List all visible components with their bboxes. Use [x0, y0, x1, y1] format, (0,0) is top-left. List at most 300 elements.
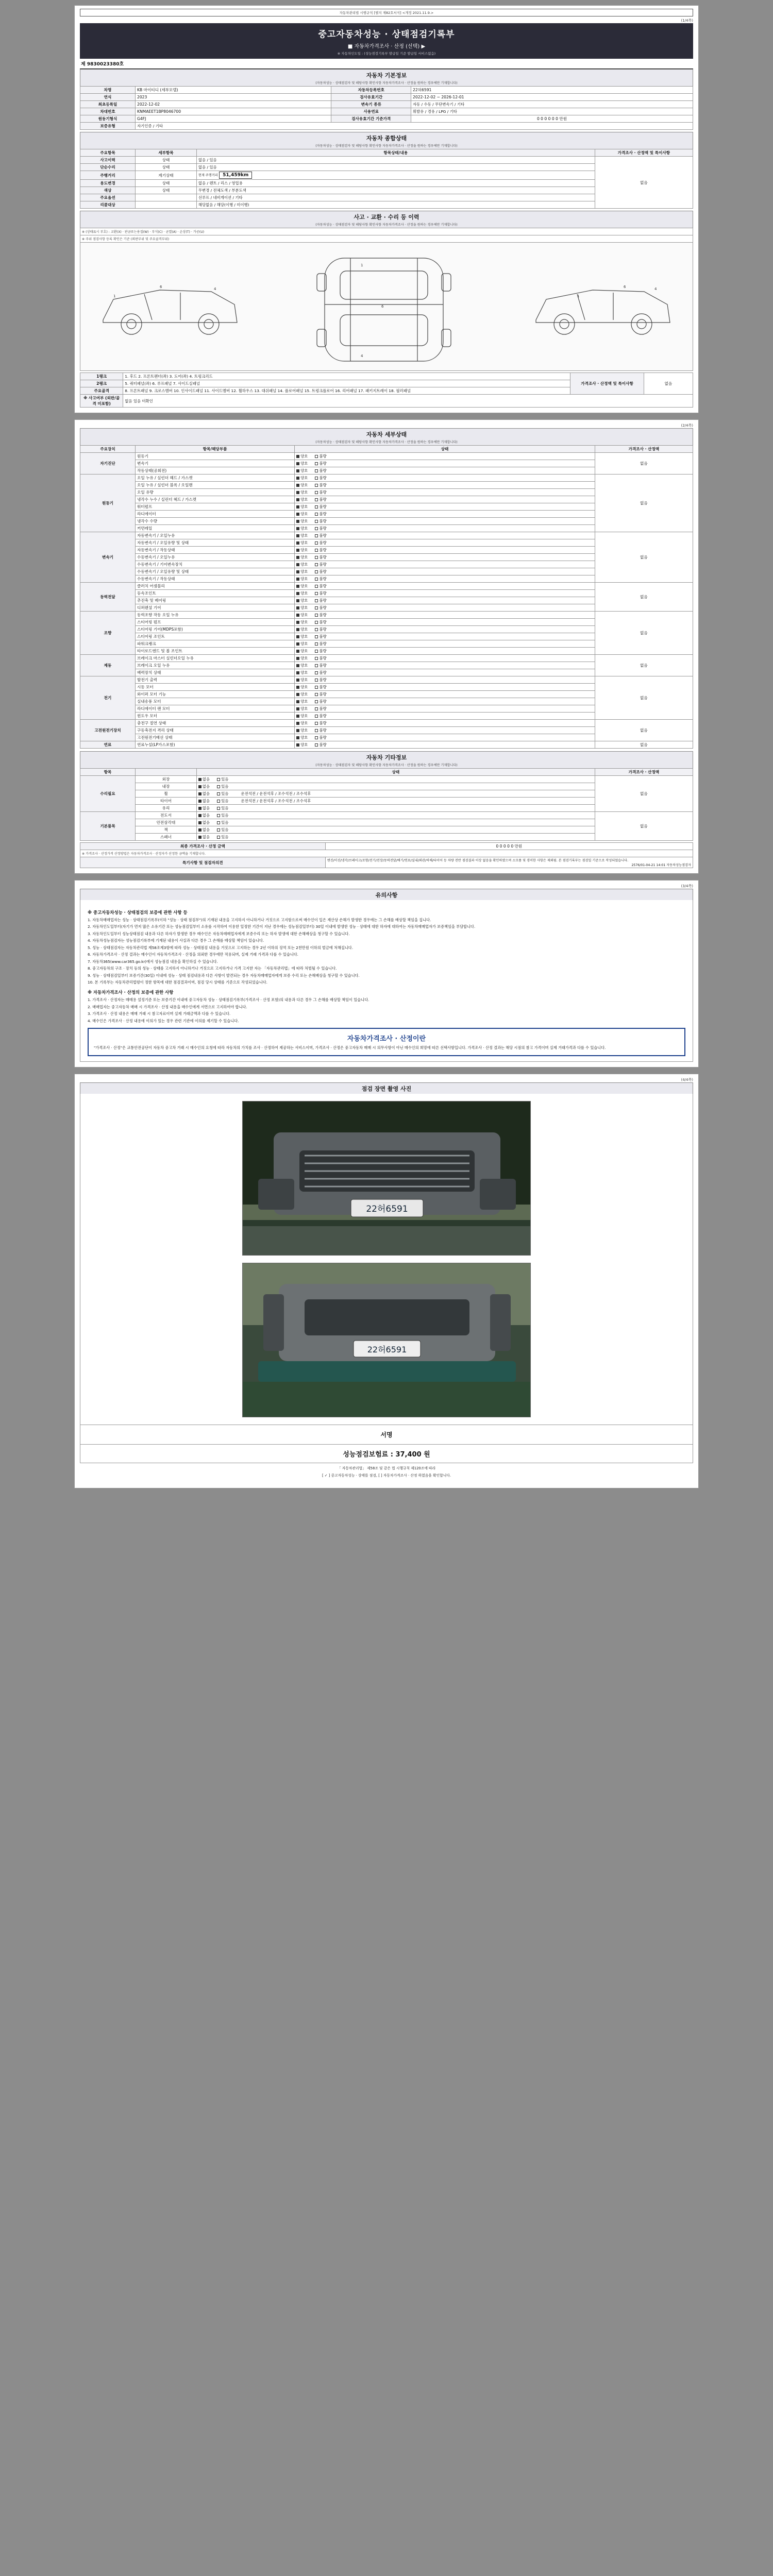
checkbox-option[interactable]: 양호 [296, 685, 308, 689]
detail-item-label: 워터펌프 [136, 503, 295, 511]
detail-status-options[interactable] [295, 482, 595, 489]
notice-item: 9. 성능 · 상태점검일부터 보증기간(30일) 이내에 성능 · 상태 점검내용과 다른 사항이 발견되는 경우 자동차매매업자에게 보증 수리 또는 손해배상을 청구할 수 있습니다. [88, 973, 360, 978]
table-row [80, 857, 693, 868]
photo-front-underbody-svg [243, 1101, 531, 1256]
accident-legend-2: ※ 주위 점검사항 등록 확인은 기준 (외판부위 및 주요골격부위) [80, 235, 693, 242]
detail-item-label: 자동변속기 / 오일유량 및 상태 [136, 539, 295, 547]
checkbox-option[interactable]: 양호 [296, 692, 308, 697]
checkbox-option[interactable]: 양호 [296, 519, 308, 523]
checkbox-option[interactable]: 없음 [198, 791, 210, 796]
detail-status-options[interactable] [295, 604, 595, 612]
cell-label: 검사유효기간 [331, 94, 411, 101]
overall-title: 자동차 종합상태 [366, 135, 407, 142]
overall-note: (자동차성능 · 상태점검자 및 해당사항 확인사항 자동차가격조사 · 산정을 원하는 경우에만 기재합니다) [315, 144, 458, 148]
form-top-note: 자동차관리법 시행규칙 [별지 제82호서식] <개정 2021.11.9.> [80, 9, 693, 16]
section-accident-header [80, 211, 693, 228]
detail-status-options[interactable] [295, 619, 595, 626]
basic-info-note: (자동차성능 · 상태점검자 및 해당사항 확인사항 자동차가격조사 · 산정을 원하는 경우에만 기재합니다) [315, 81, 458, 85]
checkbox-option[interactable]: 양호 [296, 591, 308, 596]
detail-item-label: 오일 누유 / 실린더 헤드 / 가스켓 [136, 474, 295, 482]
checkbox-option[interactable]: 불량 [315, 577, 326, 581]
table-row [80, 583, 693, 590]
checkbox-option[interactable]: 불량 [315, 685, 326, 689]
detail-item-label: 디퍼렌셜 기어 [136, 604, 295, 612]
checkbox-option[interactable]: 불량 [315, 497, 326, 502]
cell-value: KB 마이티디 (세부모델) [136, 87, 331, 94]
detail-item-label: 구동축전지 격리 상태 [136, 727, 295, 734]
other-status-options[interactable] [196, 783, 595, 790]
document-title-bar [80, 23, 693, 59]
checkbox-option[interactable]: 불량 [315, 526, 326, 531]
checkbox-option[interactable]: 양호 [296, 742, 308, 747]
special-note-text: 엔진/미션/냉각/브레이크/조향/전기/전장/동력전달/배기/연료/실내/외관/하체/타이어 등 차량 전반 점검결과 이상 없음을 확인하였으며 소모품 및 경미한 사항은 제외됨. 본 점검기록부는 점검일 기준으로 작성되었습니다. [327, 859, 629, 862]
notice-item: 10. 본 기록부는 자동차관리법령이 정한 항목에 대한 점검결과이며, 점검 당시 상태를 기준으로 작성되었습니다. [88, 979, 267, 985]
accident-check-label: ※ 사고여부 (외판/골격 미포함) [80, 395, 123, 408]
checkbox-option[interactable]: 양호 [296, 677, 308, 682]
checkbox-option[interactable]: 양호 [296, 649, 308, 653]
notice-item: 1. 자동차매매업자는 성능 · 상태점검기록부(이하 "성능 · 상태 점검부")의 기재된 내용을 고지하지 아니하거나 거짓으로 고지함으로써 매수인이 입은 재산상 손해가 발생한 경우에는 그 손해를 배상할 책임을 집니다. [88, 918, 431, 922]
row-sub: 상태 [136, 187, 197, 194]
table-row [80, 655, 693, 662]
other-price-cell: 없음 [595, 812, 693, 841]
checkbox-option[interactable]: 양호 [296, 461, 308, 466]
checkbox-option[interactable]: 양호 [296, 634, 308, 639]
checkbox-option[interactable]: 있음 [217, 799, 228, 803]
detail-note: (자동차성능 · 상태점검자 및 해당사항 확인사항 자동차가격조사 · 산정을 원하는 경우에만 기재합니다) [315, 440, 458, 444]
detail-item-label: 자동변속기 / 오일누유 [136, 532, 295, 539]
checkbox-option[interactable]: 양호 [296, 562, 308, 567]
detail-group-label: 연료 [80, 741, 136, 749]
detail-item-label: 라디에이터 팬 모터 [136, 705, 295, 713]
checkbox-option[interactable]: 있음 [217, 784, 228, 789]
detail-status-options[interactable] [295, 460, 595, 467]
checkbox-option[interactable]: 불량 [315, 721, 326, 725]
page-title-note: ※ 자동차인도일 : (성능점검기록부 발급일 기준 발급일 서비스없음) [337, 52, 436, 56]
detail-status-options[interactable] [295, 684, 595, 691]
final-price-value: 0 0 0 0 0 만원 [325, 843, 693, 850]
checkbox-option[interactable]: 불량 [315, 555, 326, 560]
detail-status-options[interactable] [295, 539, 595, 547]
detail-status-options[interactable] [295, 525, 595, 532]
page-number-1: (1/4쪽) [681, 19, 693, 23]
final-price-note: ※ 가격조사 · 산정가격 산정방법은 자동차가격조사 · 산정자가 산정한 금액을 기재합니다. [80, 850, 693, 857]
table-row [80, 87, 693, 94]
table-row [80, 115, 693, 123]
detail-price-cell: 없음 [595, 741, 693, 749]
accident-rank-table [80, 372, 693, 408]
other-info-table [80, 768, 693, 841]
row-sub: 상태 [136, 157, 197, 164]
checkbox-option[interactable]: 있음 [217, 827, 228, 832]
cell-value: 2022-12-02 [136, 101, 331, 108]
detail-status-options[interactable] [295, 612, 595, 619]
cell-value: 자기인증 / 기타 [136, 123, 693, 130]
cell-label: 검사유효기간 기준가격 [331, 115, 411, 123]
checkbox-option[interactable]: 불량 [315, 504, 326, 509]
notice-title: 유의사항 [375, 892, 398, 899]
notice-sub-item: 1. 가격조사 · 산정자는 매매용 설정기준 또는 보증기간 이내에 중고자동차 성능 · 상태점검기록부(가격조사 · 산정 포함)의 내용과 다른 경우 그 손해를 배상할 책임이 있습니다. [88, 997, 369, 1003]
detail-status-options[interactable] [295, 453, 595, 460]
detail-item-label: 발전기 출력 [136, 676, 295, 684]
row-label: 용도변경 [80, 180, 136, 187]
other-item-label: 전도서 [136, 812, 197, 819]
notice-item: 6. 자동차가격조사 · 산정 결과는 매수인이 자동차가격조사 · 산정을 의뢰한 경우에만 적용되며, 실제 거래 가격과 다를 수 있습니다. [88, 952, 298, 957]
detail-group-label: 동력전달 [80, 583, 136, 612]
col-header: 상태 [295, 446, 595, 453]
detail-status-options[interactable] [295, 727, 595, 734]
detail-status-options[interactable] [295, 676, 595, 684]
svg-text:4: 4 [654, 287, 657, 291]
other-status-options[interactable] [196, 776, 595, 783]
detail-item-label: 작동상태(공회전) [136, 467, 295, 474]
color-options: 무변경 / 전체도색 / 부분도색 [196, 187, 595, 194]
other-note: (자동차성능 · 상태점검자 및 해당사항 확인사항 자동차가격조사 · 산정을 원하는 경우에만 기재합니다) [315, 764, 458, 767]
svg-text:6: 6 [160, 285, 162, 289]
vehicle-diagram [80, 242, 693, 371]
checkbox-option[interactable]: 양호 [296, 605, 308, 610]
checkbox-option[interactable]: 양호 [296, 670, 308, 675]
detail-status-options[interactable] [295, 474, 595, 482]
page-1 [74, 5, 699, 413]
checkbox-option[interactable]: 양호 [296, 656, 308, 660]
checkbox-option[interactable]: 양호 [296, 613, 308, 617]
checkbox-option[interactable]: 양호 [296, 728, 308, 733]
other-status-options[interactable] [196, 834, 595, 841]
insurance-fee-value: 37,400 원 [395, 1450, 430, 1459]
checkbox-option[interactable]: 불량 [315, 677, 326, 682]
other-status-options[interactable] [196, 812, 595, 819]
checkbox-option[interactable]: 불량 [315, 533, 326, 538]
checkbox-option[interactable]: 불량 [315, 634, 326, 639]
detail-status-options[interactable] [295, 741, 595, 749]
col-header: 가격조사 · 산정액 및 특이사항 [595, 149, 693, 157]
checkbox-option[interactable]: 양호 [296, 555, 308, 560]
detail-status-options[interactable] [295, 503, 595, 511]
table-row [80, 720, 693, 727]
cell-value: 22허6591 [411, 87, 693, 94]
detail-item-label: 오일 유량 [136, 489, 295, 496]
cell-value: 2023 [136, 94, 331, 101]
checkbox-option[interactable]: 양호 [296, 476, 308, 480]
table-header-row [80, 149, 693, 157]
checkbox-option[interactable]: 없음 [198, 777, 210, 782]
detail-price-cell: 없음 [595, 720, 693, 741]
checkbox-option[interactable]: 불량 [315, 476, 326, 480]
notice-sub-item-list [88, 997, 685, 1024]
checkbox-option[interactable]: 불량 [315, 490, 326, 495]
page-number-4: (4/4쪽) [681, 1077, 693, 1082]
table-header-row [80, 446, 693, 453]
notice-item-list [88, 918, 685, 985]
checkbox-option[interactable]: 있음 [217, 806, 228, 810]
checkbox-option[interactable]: 불량 [315, 670, 326, 675]
detail-status-options[interactable] [295, 705, 595, 713]
cell-label: 최초등록일 [80, 101, 136, 108]
table-row [80, 453, 693, 460]
checkbox-option[interactable]: 양호 [296, 512, 308, 516]
svg-text:1: 1 [113, 294, 116, 298]
checkbox-option[interactable]: 양호 [296, 548, 308, 552]
checkbox-option[interactable]: 불량 [315, 591, 326, 596]
checkbox-option[interactable]: 양호 [296, 490, 308, 495]
detail-status-options[interactable] [295, 532, 595, 539]
checkbox-option[interactable]: 있음 [217, 777, 228, 782]
detail-item-label: 실내송풍 모터 [136, 698, 295, 705]
cell-label: 보증유형 [80, 123, 136, 130]
svg-text:4: 4 [214, 287, 216, 291]
detail-item-label: 추진축 및 베어링 [136, 597, 295, 604]
checkbox-option[interactable]: 없음 [198, 820, 210, 825]
special-note-label: 특기사항 및 점검자의견 [80, 857, 326, 868]
notice-item: 4. 자동차성능점검자는 성능점검기록부에 기재된 내용이 사실과 다른 경우 그 손해를 배상할 책임이 있습니다. [88, 938, 264, 943]
col-header: 항목 [80, 769, 136, 776]
detail-status-options[interactable] [295, 720, 595, 727]
checkbox-option[interactable]: 없음 [198, 799, 210, 803]
col-header: 항목/해당부품 [136, 446, 295, 453]
detail-item-label: 자동변속기 / 작동상태 [136, 547, 295, 554]
row-label: 사고이력 [80, 157, 136, 164]
checkbox-option[interactable]: 불량 [315, 562, 326, 567]
checkbox-option[interactable]: 양호 [296, 584, 308, 588]
table-row [80, 94, 693, 101]
checkbox-option[interactable]: 불량 [315, 663, 326, 668]
page-4 [74, 1074, 699, 1488]
checkbox-option[interactable]: 불량 [315, 735, 326, 740]
detail-status-options[interactable] [295, 590, 595, 597]
checkbox-option[interactable]: 불량 [315, 649, 326, 653]
checkbox-option[interactable]: 불량 [315, 714, 326, 718]
cell-value: G4FJ [136, 115, 331, 123]
cell-label: 차대번호 [80, 108, 136, 115]
detail-status-options[interactable] [295, 691, 595, 698]
checkbox-option[interactable]: 없음 [198, 784, 210, 789]
col-header: 주요장치 [80, 446, 136, 453]
checkbox-option[interactable]: 불량 [315, 461, 326, 466]
other-item-label: 안전삼각대 [136, 819, 197, 826]
detail-item-label: 충전구 절연 상태 [136, 720, 295, 727]
checkbox-option[interactable]: 양호 [296, 540, 308, 545]
checkbox-option[interactable]: 양호 [296, 569, 308, 574]
checkbox-option[interactable]: 양호 [296, 483, 308, 487]
checkbox-option[interactable]: 불량 [315, 656, 326, 660]
other-status-options[interactable] [196, 805, 595, 812]
table-row [80, 612, 693, 619]
checkbox-option[interactable]: 불량 [315, 605, 326, 610]
accident-remark-value: 없음 [644, 373, 693, 395]
detail-status-options[interactable] [295, 467, 595, 474]
detail-status-options[interactable] [295, 575, 595, 583]
detail-item-label: 라디에이터 [136, 511, 295, 518]
checkbox-option[interactable]: 불량 [315, 627, 326, 632]
checkbox-option[interactable]: 양호 [296, 468, 308, 473]
checkbox-option[interactable]: 없음 [198, 813, 210, 818]
rank-label: 2랭크 [80, 380, 123, 387]
detail-item-label: 와이퍼 모터 기능 [136, 691, 295, 698]
checkbox-option[interactable]: 불량 [315, 706, 326, 711]
detail-status-options[interactable] [295, 734, 595, 741]
basic-info-table [80, 86, 693, 130]
page-number-2: (2/4쪽) [681, 423, 693, 428]
transmission-options: 자동 / 수동 / 무단변속기 / 기타 [411, 101, 693, 108]
detail-status-options[interactable] [295, 547, 595, 554]
checkbox-option[interactable]: 양호 [296, 706, 308, 711]
detail-status-options[interactable] [295, 496, 595, 503]
other-item-label: 스패너 [136, 834, 197, 841]
page-2 [74, 419, 699, 874]
checkbox-option[interactable]: 양호 [296, 598, 308, 603]
detail-status-options[interactable] [295, 698, 595, 705]
detail-status-options[interactable] [295, 640, 595, 648]
col-header [136, 769, 197, 776]
detail-table [80, 445, 693, 749]
detail-group-label: 원동기 [80, 474, 136, 532]
detail-status-options[interactable] [295, 511, 595, 518]
detail-status-options[interactable] [295, 561, 595, 568]
other-item-label: 잭 [136, 826, 197, 834]
checkbox-option[interactable]: 있음 [217, 791, 228, 796]
detail-price-cell: 없음 [595, 474, 693, 532]
checkbox-option[interactable]: 불량 [315, 641, 326, 646]
rank-items: 5. 쿼터패널(좌) 6. 루프패널 7. 사이드실패널 [123, 380, 570, 387]
accident-remark-label: 가격조사 · 산정액 및 특이사항 [570, 373, 644, 395]
accident-history-options: 없음 / 있음 [196, 157, 595, 164]
checkbox-option[interactable]: 불량 [315, 620, 326, 624]
other-group-label: 기본품목 [80, 812, 136, 841]
cell-value: KNMAEET1BP8046700 [136, 108, 331, 115]
page-title: 중고자동차성능 · 상태점검기록부 [318, 29, 455, 40]
detail-item-label: 윈도우 모터 [136, 713, 295, 720]
cell-label: 원동기형식 [80, 115, 136, 123]
checkbox-option[interactable]: 불량 [315, 540, 326, 545]
cell-label: 차명 [80, 87, 136, 94]
checkbox-option[interactable]: 불량 [315, 699, 326, 704]
row-label: 주요옵션 [80, 194, 136, 201]
checkbox-option[interactable]: 있음 [217, 813, 228, 818]
notice-lead: ※ 중고자동차성능 · 상태점검의 보증에 관한 사항 등 [88, 910, 188, 915]
detail-status-options[interactable] [295, 713, 595, 720]
mileage-cell [196, 171, 595, 180]
checkbox-option[interactable]: 불량 [315, 454, 326, 459]
other-status-options[interactable] [196, 798, 595, 805]
col-header: 가격조사 · 산정액 [595, 446, 693, 453]
row-sub [136, 194, 197, 201]
detail-group-label: 조향 [80, 612, 136, 655]
checkbox-option[interactable]: 양호 [296, 533, 308, 538]
detail-item-label: 연료누설(LP가스포함) [136, 741, 295, 749]
final-price-label: 최종 가격조사 · 산정 금액 [80, 843, 326, 850]
checkbox-option[interactable]: 불량 [315, 569, 326, 574]
other-item-label: 내장 [136, 783, 197, 790]
checkbox-option[interactable]: 양호 [296, 454, 308, 459]
detail-status-options[interactable] [295, 662, 595, 669]
accident-note: (자동차성능 · 상태점검자 및 해당사항 확인사항 자동차가격조사 · 산정을 원하는 경우에만 기재합니다) [315, 223, 458, 227]
row-sub: 계기상태 [136, 171, 197, 180]
mileage-value: 51,459km [219, 172, 252, 179]
other-status-options[interactable] [196, 790, 595, 798]
checkbox-option[interactable]: 불량 [315, 692, 326, 697]
detail-status-options[interactable] [295, 583, 595, 590]
checkbox-option[interactable]: 양호 [296, 620, 308, 624]
detail-status-options[interactable] [295, 597, 595, 604]
photo-gallery [80, 1094, 693, 1425]
checkbox-option[interactable]: 양호 [296, 526, 308, 531]
table-row [80, 101, 693, 108]
special-note-date: 2576/01-04-21 14:01 자동차성능점검자 [631, 863, 691, 867]
detail-status-options[interactable] [295, 669, 595, 676]
checkbox-option[interactable]: 불량 [315, 613, 326, 617]
other-status-options[interactable] [196, 826, 595, 834]
checkbox-option[interactable]: 불량 [315, 483, 326, 487]
detail-item-label: 고전원전기배선 상태 [136, 734, 295, 741]
cell-label: 사용연료 [331, 108, 411, 115]
section-detail-header [80, 428, 693, 445]
svg-text:6: 6 [381, 304, 384, 309]
detail-item-label: 시동 모터 [136, 684, 295, 691]
detail-status-options[interactable] [295, 655, 595, 662]
other-status-options[interactable] [196, 819, 595, 826]
checkbox-option[interactable]: 불량 [315, 728, 326, 733]
detail-status-options[interactable] [295, 489, 595, 496]
detail-item-label: 원동기 [136, 453, 295, 460]
detail-status-options[interactable] [295, 633, 595, 640]
checkbox-option[interactable]: 불량 [315, 468, 326, 473]
detail-price-cell: 없음 [595, 532, 693, 583]
checkbox-option[interactable]: 있음 [217, 820, 228, 825]
detail-status-options[interactable] [295, 648, 595, 655]
checkbox-option[interactable]: 불량 [315, 598, 326, 603]
checkbox-option[interactable]: 없음 [198, 806, 210, 810]
detail-status-options[interactable] [295, 554, 595, 561]
page-3 [74, 880, 699, 1067]
checkbox-option[interactable]: 양호 [296, 735, 308, 740]
detail-item-label: 수동변속기 / 작동상태 [136, 575, 295, 583]
table-row [80, 741, 693, 749]
fuel-options: 휘발유 / 경유 / LPG / 기타 [411, 108, 693, 115]
other-table-body [80, 776, 693, 841]
rank-items: 1. 후드 2. 프론트펜더(좌) 3. 도어(좌) 4. 트렁크리드 [123, 373, 570, 380]
notice-item: 8. 중고자동차의 구조 · 장치 등의 성능 · 상태를 고지하지 아니하거나 거짓으로 고지하거나 가격 고지한 자는 「자동차관리법」에 따라 처벌될 수 있습니다. [88, 966, 337, 971]
checkbox-option[interactable]: 있음 [217, 835, 228, 839]
section-overall-header [80, 132, 693, 149]
notice-item: 5. 성능 · 상태점검자는 자동차관리법 제58조제3항에 따라 성능 · 상태점검 내용을 거짓으로 고지하는 경우 2년 이하의 징역 또는 2천만원 이하의 벌금에 처해집니다. [88, 945, 354, 950]
svg-text:22허6591: 22허6591 [366, 1204, 408, 1214]
checkbox-option[interactable]: 양호 [296, 497, 308, 502]
checkbox-option[interactable]: 없음 [198, 827, 210, 832]
checkbox-option[interactable]: 양호 [296, 714, 308, 718]
detail-item-label: 스티어링 기어(MDPS포함) [136, 626, 295, 633]
checkbox-option[interactable]: 없음 [198, 835, 210, 839]
detail-status-options[interactable] [295, 568, 595, 575]
vehicle-diagram-svg [80, 243, 693, 371]
checkbox-option[interactable]: 불량 [315, 512, 326, 516]
checkbox-option[interactable]: 양호 [296, 721, 308, 725]
checkbox-option[interactable]: 양호 [296, 641, 308, 646]
checkbox-option[interactable]: 양호 [296, 627, 308, 632]
checkbox-option[interactable]: 양호 [296, 699, 308, 704]
checkbox-option[interactable]: 불량 [315, 742, 326, 747]
detail-status-options[interactable] [295, 518, 595, 525]
checkbox-option[interactable]: 양호 [296, 663, 308, 668]
svg-text:6: 6 [624, 285, 626, 289]
detail-status-options[interactable] [295, 626, 595, 633]
notice-sub-item: 2. 매매업자는 중고자동차 매매 시 가격조사 · 산정 내용을 매수인에게 서면으로 고지하여야 합니다. [88, 1004, 247, 1009]
checkbox-option[interactable]: 양호 [296, 504, 308, 509]
checkbox-option[interactable]: 불량 [315, 519, 326, 523]
section-other-header [80, 751, 693, 768]
checkbox-option[interactable]: 불량 [315, 584, 326, 588]
checkbox-option[interactable]: 불량 [315, 548, 326, 552]
checkbox-option[interactable]: 양호 [296, 577, 308, 581]
